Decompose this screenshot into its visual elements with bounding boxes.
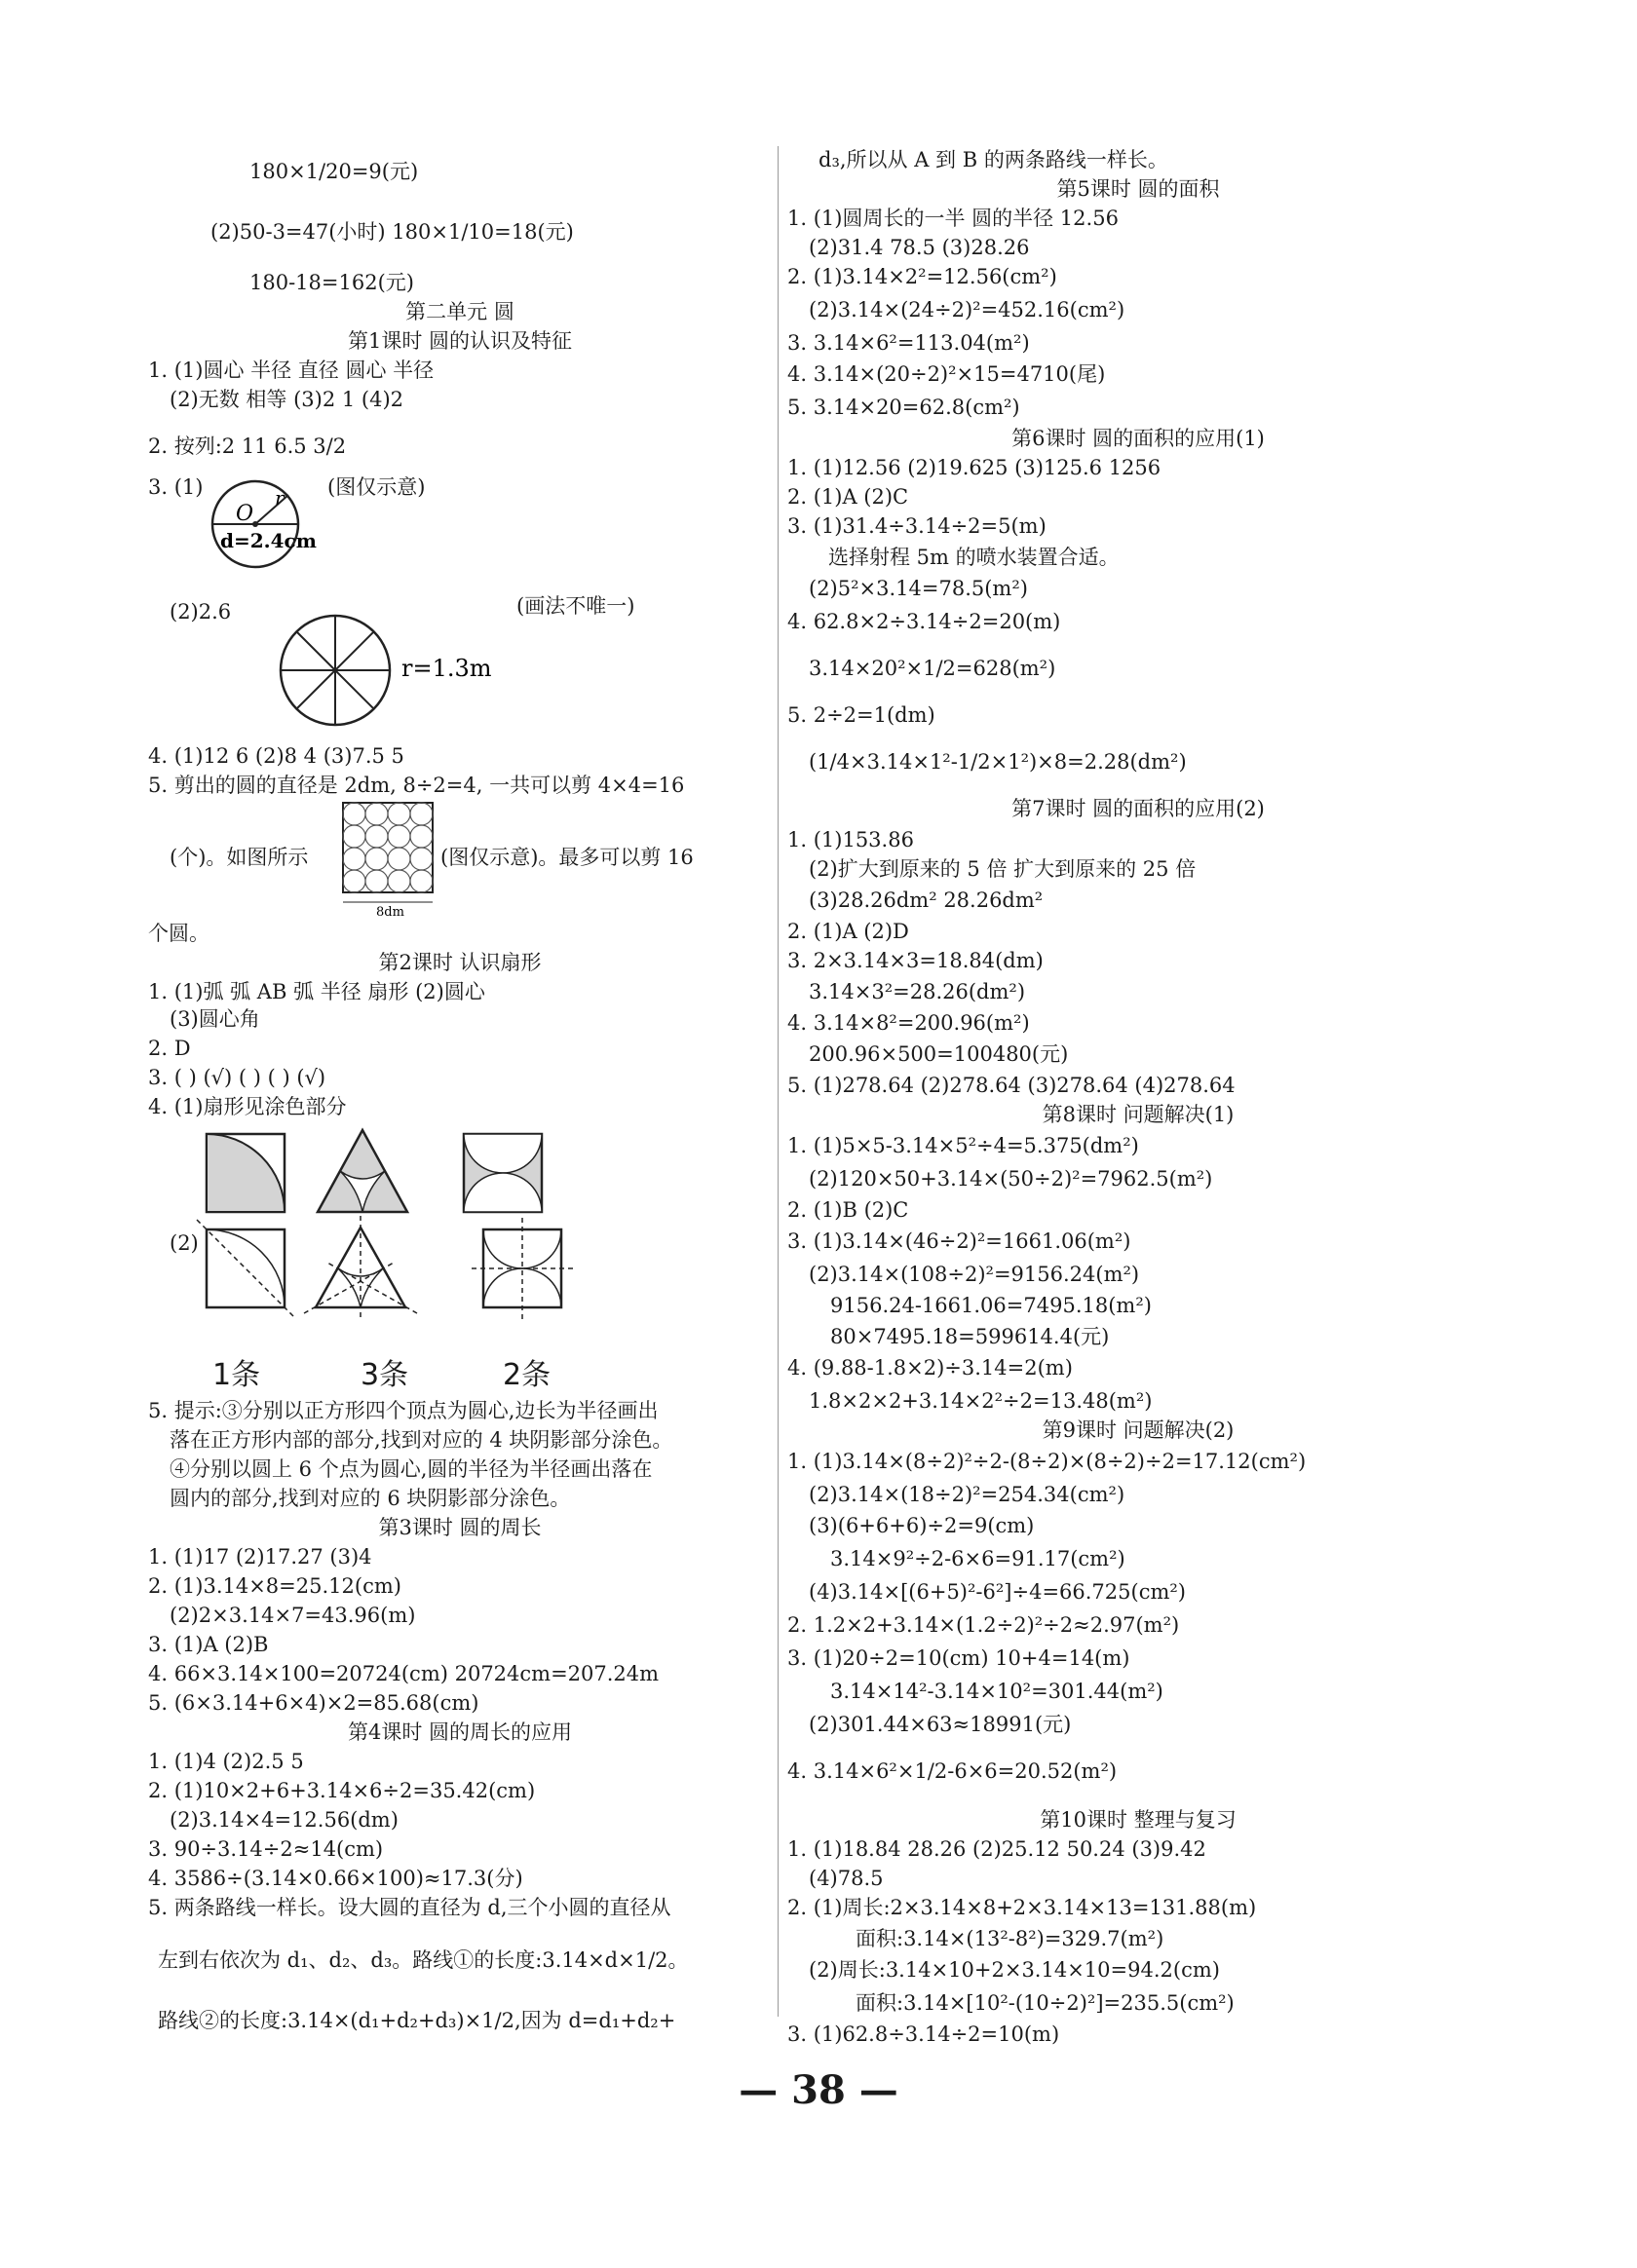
answer-line: (4)78.5 [809,1867,884,1890]
answer-line: 2. 按列:2 11 6.5 3/2 [148,435,347,458]
answer-line: (3)(6+6+6)÷2=9(cm) [809,1514,1035,1537]
answer-line: 3. (1)31.4÷3.14÷2=5(m) [787,514,1047,538]
answer-line: 2. (1)B (2)C [787,1198,909,1222]
answer-line: 1. (1)12.56 (2)19.625 (3)125.6 1256 [787,456,1161,479]
answer-line: (2)301.44×63≈18991(元) [809,1713,1072,1736]
lesson-title: 第9课时 问题解决(2) [1042,1418,1235,1442]
answer-line: 2. (1)3.14×8=25.12(cm) [148,1574,401,1598]
axis-count-label: 2条 [503,1358,552,1392]
answer-line: 左到右依次为 d₁、d₂、d₃。路线①的长度:3.14×d×1/2。 [158,1948,689,1972]
answer-line: 个圆。 [148,922,209,945]
sector-shading-diagrams [207,1128,577,1226]
answer-line: 3. 3.14×6²=113.04(m²) [787,331,1030,355]
lesson-title: 第3课时 圆的周长 [378,1516,542,1539]
lesson-title: 第2课时 认识扇形 [378,951,542,974]
answer-line: 1. (1)18.84 28.26 (2)25.12 50.24 (3)9.42 [787,1837,1206,1861]
axis-count-label: 3条 [361,1358,409,1392]
answer-line: 4. 66×3.14×100=20724(cm) 20724cm=207.24m [148,1662,660,1685]
answer-line: 3.14×14²-3.14×10²=301.44(m²) [830,1680,1163,1703]
circle-diagram-2 [277,610,530,737]
axis-count-label: 1条 [212,1358,261,1392]
answer-line: 5. (6×3.14+6×4)×2=85.68(cm) [148,1691,479,1715]
answer-line: (2)3.14×(108÷2)²=9156.24(m²) [809,1263,1140,1286]
answer-line: 5. 提示:③分别以正方形四个顶点为圆心,边长为半径画出 [148,1399,659,1422]
answer-line: (个)。如图所示 [170,846,309,869]
answer-line: 2. (1)10×2+6+3.14×6÷2=35.42(cm) [148,1779,536,1802]
answer-line: 1. (1)4 (2)2.5 5 [148,1750,304,1773]
column-divider [778,146,779,2017]
answer-line: 1. (1)弧 弧 AB 弧 半径 扇形 (2)圆心 [148,980,485,1003]
answer-line: 3.14×9²÷2-6×6=91.17(cm²) [830,1547,1125,1570]
answer-line: 3. (1) [148,475,204,499]
answer-line: (2)2×3.14×7=43.96(m) [170,1604,416,1627]
answer-line: 5. 两条路线一样长。设大圆的直径为 d,三个小圆的直径从 [148,1896,671,1919]
lesson-title: 第1课时 圆的认识及特征 [347,329,573,353]
unit-title: 第二单元 圆 [405,300,514,323]
answer-line: 1. (1)153.86 [787,828,914,851]
answer-line: (2)扩大到原来的 5 倍 扩大到原来的 25 倍 [809,857,1197,881]
answer-line: (图仅示意)。最多可以剪 16 [440,846,694,869]
answer-line: 圆内的部分,找到对应的 6 块阴影部分涂色。 [170,1487,571,1510]
grid-size-label: 8dm [376,905,404,920]
answer-line: 3. (1)3.14×(46÷2)²=1661.06(m²) [787,1229,1131,1253]
radius-label: r=1.3m [401,655,492,682]
answer-line: (2)3.14×(24÷2)²=452.16(cm²) [809,298,1125,321]
answer-line: 5. 2÷2=1(dm) [787,703,935,727]
circle-diagram-1 [207,477,317,575]
answer-line: 落在正方形内部的部分,找到对应的 4 块阴影部分涂色。 [170,1428,673,1452]
answer-line: ④分别以圆上 6 个点为圆心,圆的半径为半径画出落在 [170,1457,653,1481]
answer-line: 3. (1)20÷2=10(cm) 10+4=14(m) [787,1646,1130,1670]
answer-line: 面积:3.14×(13²-8²)=329.7(m²) [856,1927,1164,1950]
lesson-title: 第8课时 问题解决(1) [1042,1103,1235,1126]
lesson-title: 第7课时 圆的面积的应用(2) [1011,797,1265,820]
answer-line: 面积:3.14×[10²-(10÷2)²]=235.5(cm²) [856,1991,1235,2015]
answer-note: (画法不唯一) [516,594,635,618]
answer-line: 3. (1)A (2)B [148,1633,269,1656]
answer-line: 3. (1)62.8÷3.14÷2=10(m) [787,2022,1060,2046]
answer-line: 4. (9.88-1.8×2)÷3.14=2(m) [787,1356,1073,1380]
answer-line: 选择射程 5m 的喷水装置合适。 [828,546,1120,569]
answer-line: 5. 3.14×20=62.8(cm²) [787,396,1020,419]
answer-line: 5. 剪出的圆的直径是 2dm, 8÷2=4, 一共可以剪 4×4=16 [148,774,685,797]
answer-line: 5. (1)278.64 (2)278.64 (3)278.64 (4)278.64 [787,1074,1236,1097]
answer-line: 2. (1)A (2)D [787,920,909,943]
answer-line: 4. 3586÷(3.14×0.66×100)≈17.3(分) [148,1867,523,1890]
answer-line: 路线②的长度:3.14×(d₁+d₂+d₃)×1/2,因为 d=d₁+d₂+ [158,2009,676,2032]
diameter-label: d=2.4cm [220,529,317,552]
answer-line: (2) [170,1231,199,1255]
answer-line: 3.14×3²=28.26(dm²) [809,980,1026,1003]
answer-line: 2. (1)3.14×2²=12.56(cm²) [787,265,1057,288]
answer-line: (2)3.14×4=12.56(dm) [170,1808,399,1832]
answer-line: 2. (1)A (2)C [787,485,909,509]
answer-line: 9156.24-1661.06=7495.18(m²) [830,1294,1152,1317]
answer-line: (3)28.26dm² 28.26dm² [809,888,1044,912]
answer-line: 2. 1.2×2+3.14×(1.2÷2)²÷2≈2.97(m²) [787,1613,1180,1637]
answer-line: d₃,所以从 A 到 B 的两条路线一样长。 [818,148,1168,171]
answer-line: (2)31.4 78.5 (3)28.26 [809,236,1030,259]
answer-line: 3.14×20²×1/2=628(m²) [809,657,1056,680]
answer-line: 180×1/20=9(元) [249,160,419,183]
answer-line: 4. 3.14×6²×1/2-6×6=20.52(m²) [787,1759,1118,1783]
answer-line: 4. (1)12 6 (2)8 4 (3)7.5 5 [148,744,404,768]
answer-line: 3. ( ) (√) ( ) ( ) (√) [148,1066,326,1089]
answer-line: 4. 3.14×8²=200.96(m²) [787,1011,1030,1035]
answer-line: (2)无数 相等 (3)2 1 (4)2 [170,388,404,411]
answer-line: 1.8×2×2+3.14×2²÷2=13.48(m²) [809,1389,1153,1413]
lesson-title: 第6课时 圆的面积的应用(1) [1011,427,1265,450]
answer-line: (4)3.14×[(6+5)²-6²]÷4=66.725(cm²) [809,1580,1186,1604]
answer-line: 200.96×500=100480(元) [809,1042,1069,1066]
answer-line: (2)5²×3.14=78.5(m²) [809,577,1028,600]
answer-line: (2)3.14×(18÷2)²=254.34(cm²) [809,1483,1125,1506]
answer-line: 1. (1)5×5-3.14×5²÷4=5.375(dm²) [787,1134,1139,1157]
center-label: O [236,502,254,526]
answer-line: (3)圆心角 [170,1007,260,1031]
answer-line: 2. D [148,1037,191,1060]
answer-line: 3. 90÷3.14÷2≈14(cm) [148,1837,384,1861]
lesson-title: 第10课时 整理与复习 [1040,1808,1237,1832]
circle-grid-diagram [341,801,438,918]
page-number: — 38 — [739,2067,898,2113]
answer-line: 80×7495.18=599614.4(元) [830,1325,1110,1348]
lesson-title: 第5课时 圆的面积 [1056,177,1220,201]
answer-line: 1. (1)圆周长的一半 圆的半径 12.56 [787,207,1119,230]
answer-line: 4. 62.8×2÷3.14÷2=20(m) [787,610,1061,633]
answer-line: 2. (1)周长:2×3.14×8+2×3.14×13=131.88(m) [787,1896,1257,1919]
answer-line: (2)120×50+3.14×(50÷2)²=7962.5(m²) [809,1167,1213,1191]
answer-line: (2)周长:3.14×10+2×3.14×10=94.2(cm) [809,1958,1220,1982]
answer-line: (2)2.6 [170,600,232,624]
answer-line: (2)50-3=47(小时) 180×1/10=18(元) [210,220,574,244]
answer-note: (图仅示意) [327,475,426,499]
answer-line: 1. (1)17 (2)17.27 (3)4 [148,1545,372,1569]
answer-line: 3. 2×3.14×3=18.84(dm) [787,949,1044,972]
answer-line: 4. 3.14×(20÷2)²×15=4710(尾) [787,362,1106,386]
radius-label: r [275,486,285,510]
symmetry-axis-diagrams [199,1216,589,1333]
answer-line: (1/4×3.14×1²-1/2×1²)×8=2.28(dm²) [809,750,1187,774]
answer-line: 4. (1)扇形见涂色部分 [148,1095,347,1118]
lesson-title: 第4课时 圆的周长的应用 [347,1720,573,1744]
answer-line: 1. (1)3.14×(8÷2)²÷2-(8÷2)×(8÷2)÷2=17.12(cm²) [787,1450,1307,1473]
answer-line: 180-18=162(元) [249,271,414,294]
answer-line: 1. (1)圆心 半径 直径 圆心 半径 [148,359,435,382]
